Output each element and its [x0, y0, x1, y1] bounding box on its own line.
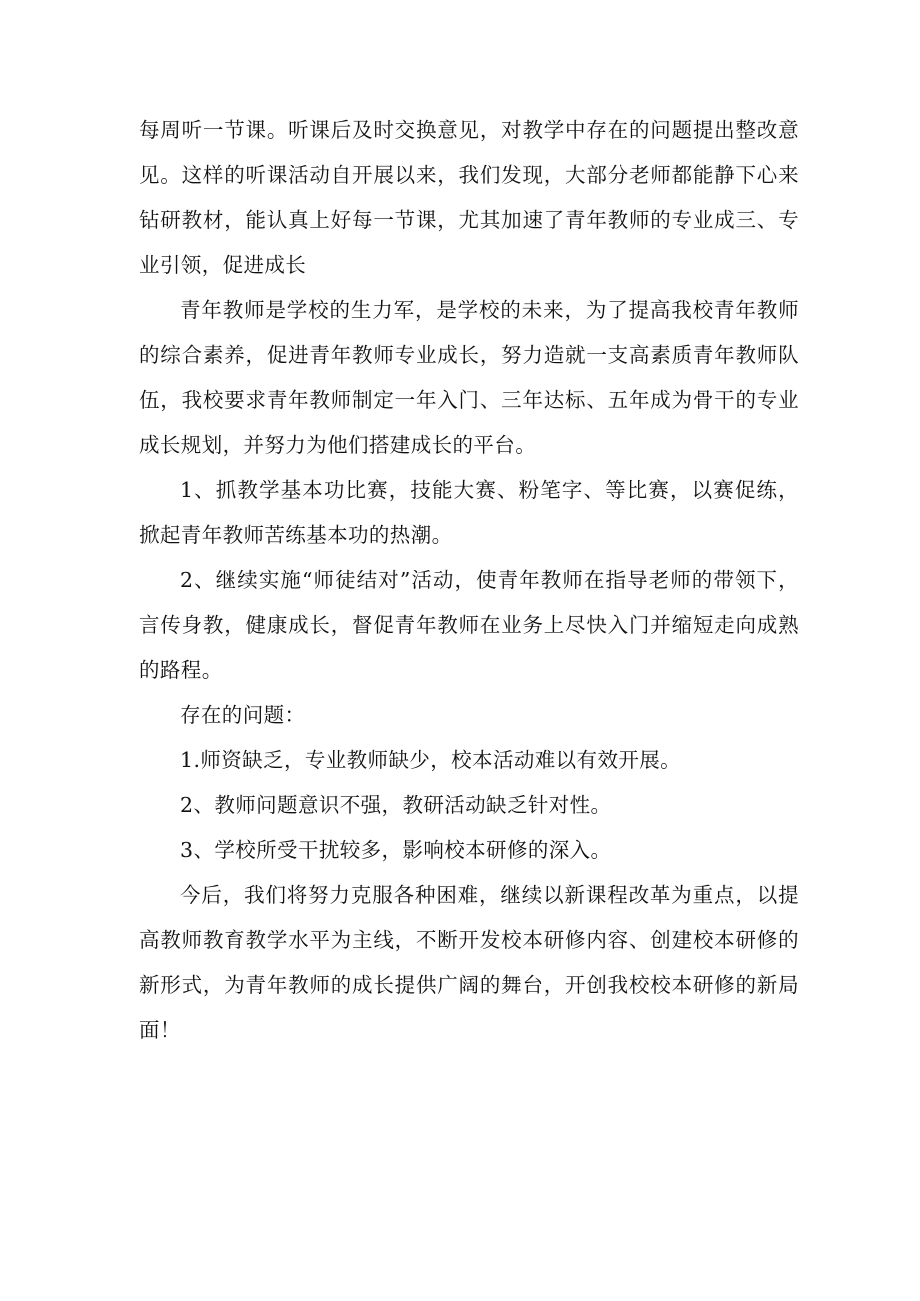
paragraph-young-teachers: 青年教师是学校的生力军，是学校的未来，为了提高我校青年教师的综合素养，促进青年教师专业成长，努力造就一支高素质青年教师队伍，我校要求青年教师制定一年入门、三年达标、五年成为骨干的专业成长规划，并努力为他们搭建成长的平台。 — [139, 298, 799, 457]
problem-item-3: 3、学校所受干扰较多，影响校本研修的深入。 — [180, 838, 612, 862]
paragraph-item-2-mentoring: 2、继续实施“师徒结对”活动，使青年教师在指导老师的带领下，言传身教，健康成长，督促青年教师在业务上尽快入门并缩短走向成熟的路程。 — [139, 568, 799, 682]
paragraph-future-plan: 今后，我们将努力克服各种困难，继续以新课程改革为重点，以提高教师教育教学水平为主线，不断开发校本研修内容、创建校本研修的新形式，为青年教师的成长提供广阔的舞台，开创我校校本研修的新局面！ — [139, 883, 799, 1042]
problem-item-1: 1.师资缺乏，专业教师缺少，校本活动难以有效开展。 — [180, 748, 682, 772]
section-heading-problems: 存在的问题： — [180, 703, 306, 727]
document-body — [139, 108, 799, 1053]
problem-item-2: 2、教师问题意识不强，教研活动缺乏针对性。 — [180, 793, 612, 817]
paragraph-item-1-competition: 1、抓教学基本功比赛，技能大赛、粉笔字、等比赛，以赛促练，掀起青年教师苦练基本功的热潮。 — [139, 478, 799, 547]
paragraph-listening-activity: 每周听一节课。听课后及时交换意见，对教学中存在的问题提出整改意见。这样的听课活动自开展以来，我们发现，大部分老师都能静下心来钻研教材，能认真上好每一节课，尤其加速了青年教师的专业成三、专业引领，促进成长 — [139, 118, 799, 277]
